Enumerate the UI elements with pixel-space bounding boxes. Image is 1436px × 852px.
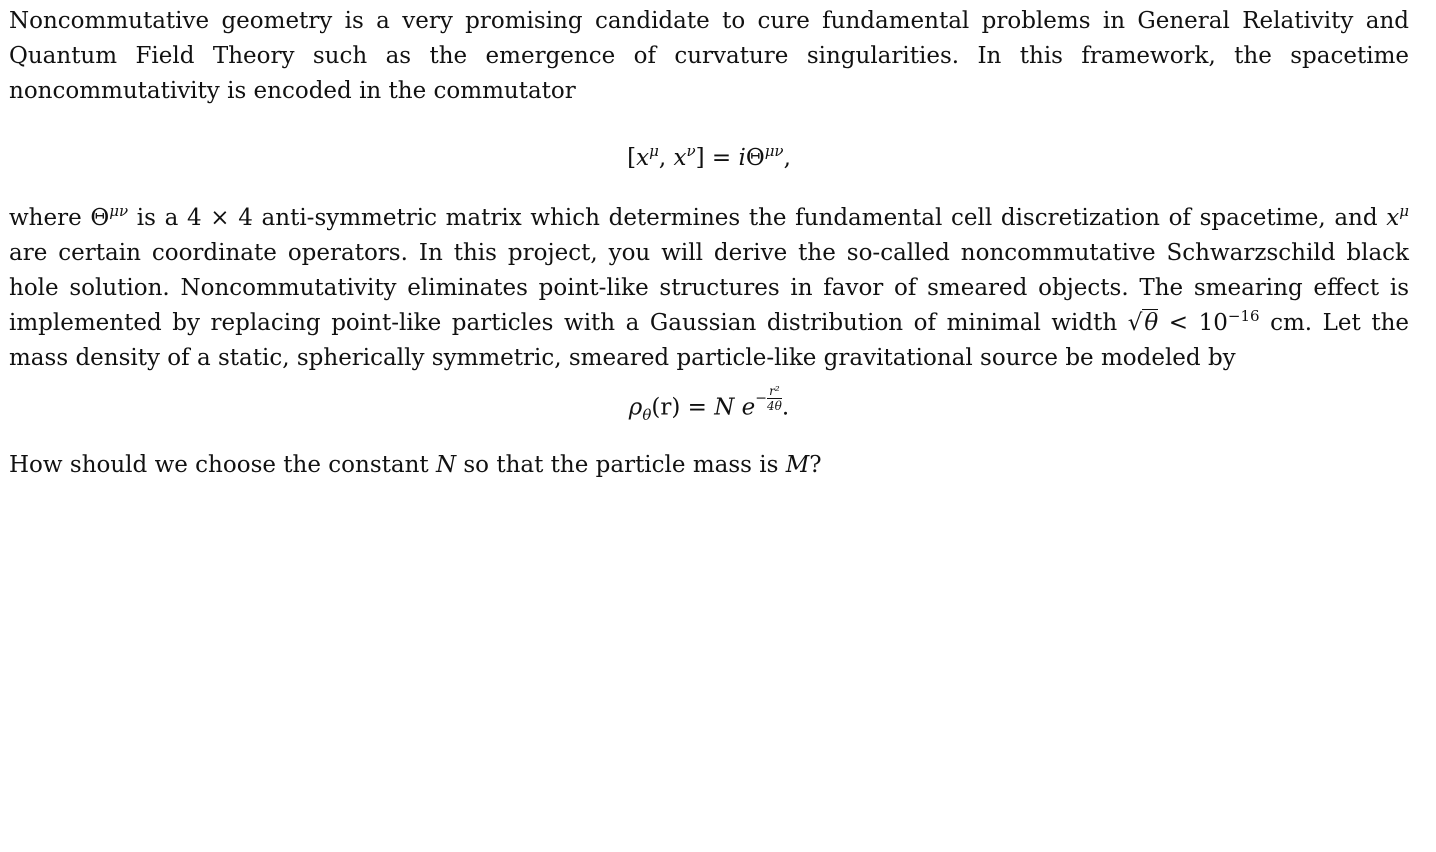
x-mu: x bbox=[636, 144, 650, 171]
exponential-e: e bbox=[741, 394, 756, 421]
document-body bbox=[9, 4, 1409, 483]
bracket-close: ] bbox=[695, 144, 705, 171]
question-paragraph bbox=[9, 448, 1409, 483]
bracket-open: [ bbox=[627, 144, 637, 171]
x-nu: x bbox=[673, 144, 687, 171]
exponent bbox=[755, 385, 782, 412]
mu-superscript: μ bbox=[1399, 201, 1409, 220]
theta-under-root: θ bbox=[1144, 310, 1159, 337]
text-segment-a: is a 4 × 4 anti-symmetric matrix which determines the fundamental cell discretization of spacetime, and bbox=[128, 204, 1387, 231]
constant-N: N bbox=[435, 451, 457, 478]
theta-symbol: Θ bbox=[90, 204, 110, 231]
text-segment-c: cm. Let the mass density of a static, spherically symmetric, smeared particle-like gravitational source be modeled by bbox=[9, 310, 1409, 372]
theta-matrix: Θ bbox=[745, 144, 765, 171]
fraction-numerator: r² bbox=[767, 385, 782, 399]
text-segment-b: are certain coordinate operators. In this project, you will derive the so-called noncommutative Schwarzschild black hole solution. Noncommutativity eliminates point-like structures in favor of smeared objects. The smearing effect is implemented by replacing point-like particles with a Gaussian distribution of minimal width bbox=[9, 239, 1409, 337]
comma: , bbox=[658, 144, 674, 171]
trailing-period: . bbox=[781, 394, 790, 421]
exponent-minus-16: −16 bbox=[1227, 307, 1260, 326]
sqrt-symbol: √ bbox=[1127, 310, 1143, 337]
rho-symbol: ρ bbox=[628, 394, 643, 421]
nu-superscript: ν bbox=[686, 141, 696, 160]
text-where: where bbox=[9, 204, 91, 231]
mu-superscript: μ bbox=[649, 141, 659, 160]
mass-M: M bbox=[785, 451, 810, 478]
less-than-ten: < 10 bbox=[1158, 310, 1228, 337]
munu-superscript: μν bbox=[109, 201, 129, 220]
theta-subscript: θ bbox=[642, 405, 652, 424]
constant-N: N bbox=[714, 394, 735, 421]
exponent-fraction bbox=[767, 385, 782, 412]
question-text-b: so that the particle mass is bbox=[456, 451, 786, 478]
fraction-denominator: 4θ bbox=[767, 398, 782, 413]
munu-superscript: μν bbox=[764, 141, 784, 160]
question-mark: ? bbox=[809, 451, 822, 478]
x-operator: x bbox=[1386, 204, 1400, 231]
description-paragraph bbox=[9, 201, 1409, 377]
intro-paragraph: Noncommutative geometry is a very promising candidate to cure fundamental problems in General Relativity and Quantum Field Theory such as the emergence of curvature singularities. In this framework, the spacetime noncommutativity is encoded in the commutator bbox=[9, 8, 1409, 105]
exponent-minus: − bbox=[755, 390, 768, 407]
equals-sign: = bbox=[680, 394, 715, 421]
density-equation bbox=[9, 385, 1409, 432]
imaginary-i: i bbox=[738, 144, 746, 171]
trailing-comma: , bbox=[783, 144, 791, 171]
question-text-a: How should we choose the constant bbox=[9, 451, 436, 478]
equals-sign: = bbox=[704, 144, 739, 171]
argument-r: (r) bbox=[651, 394, 681, 421]
commutator-equation bbox=[9, 141, 1409, 175]
